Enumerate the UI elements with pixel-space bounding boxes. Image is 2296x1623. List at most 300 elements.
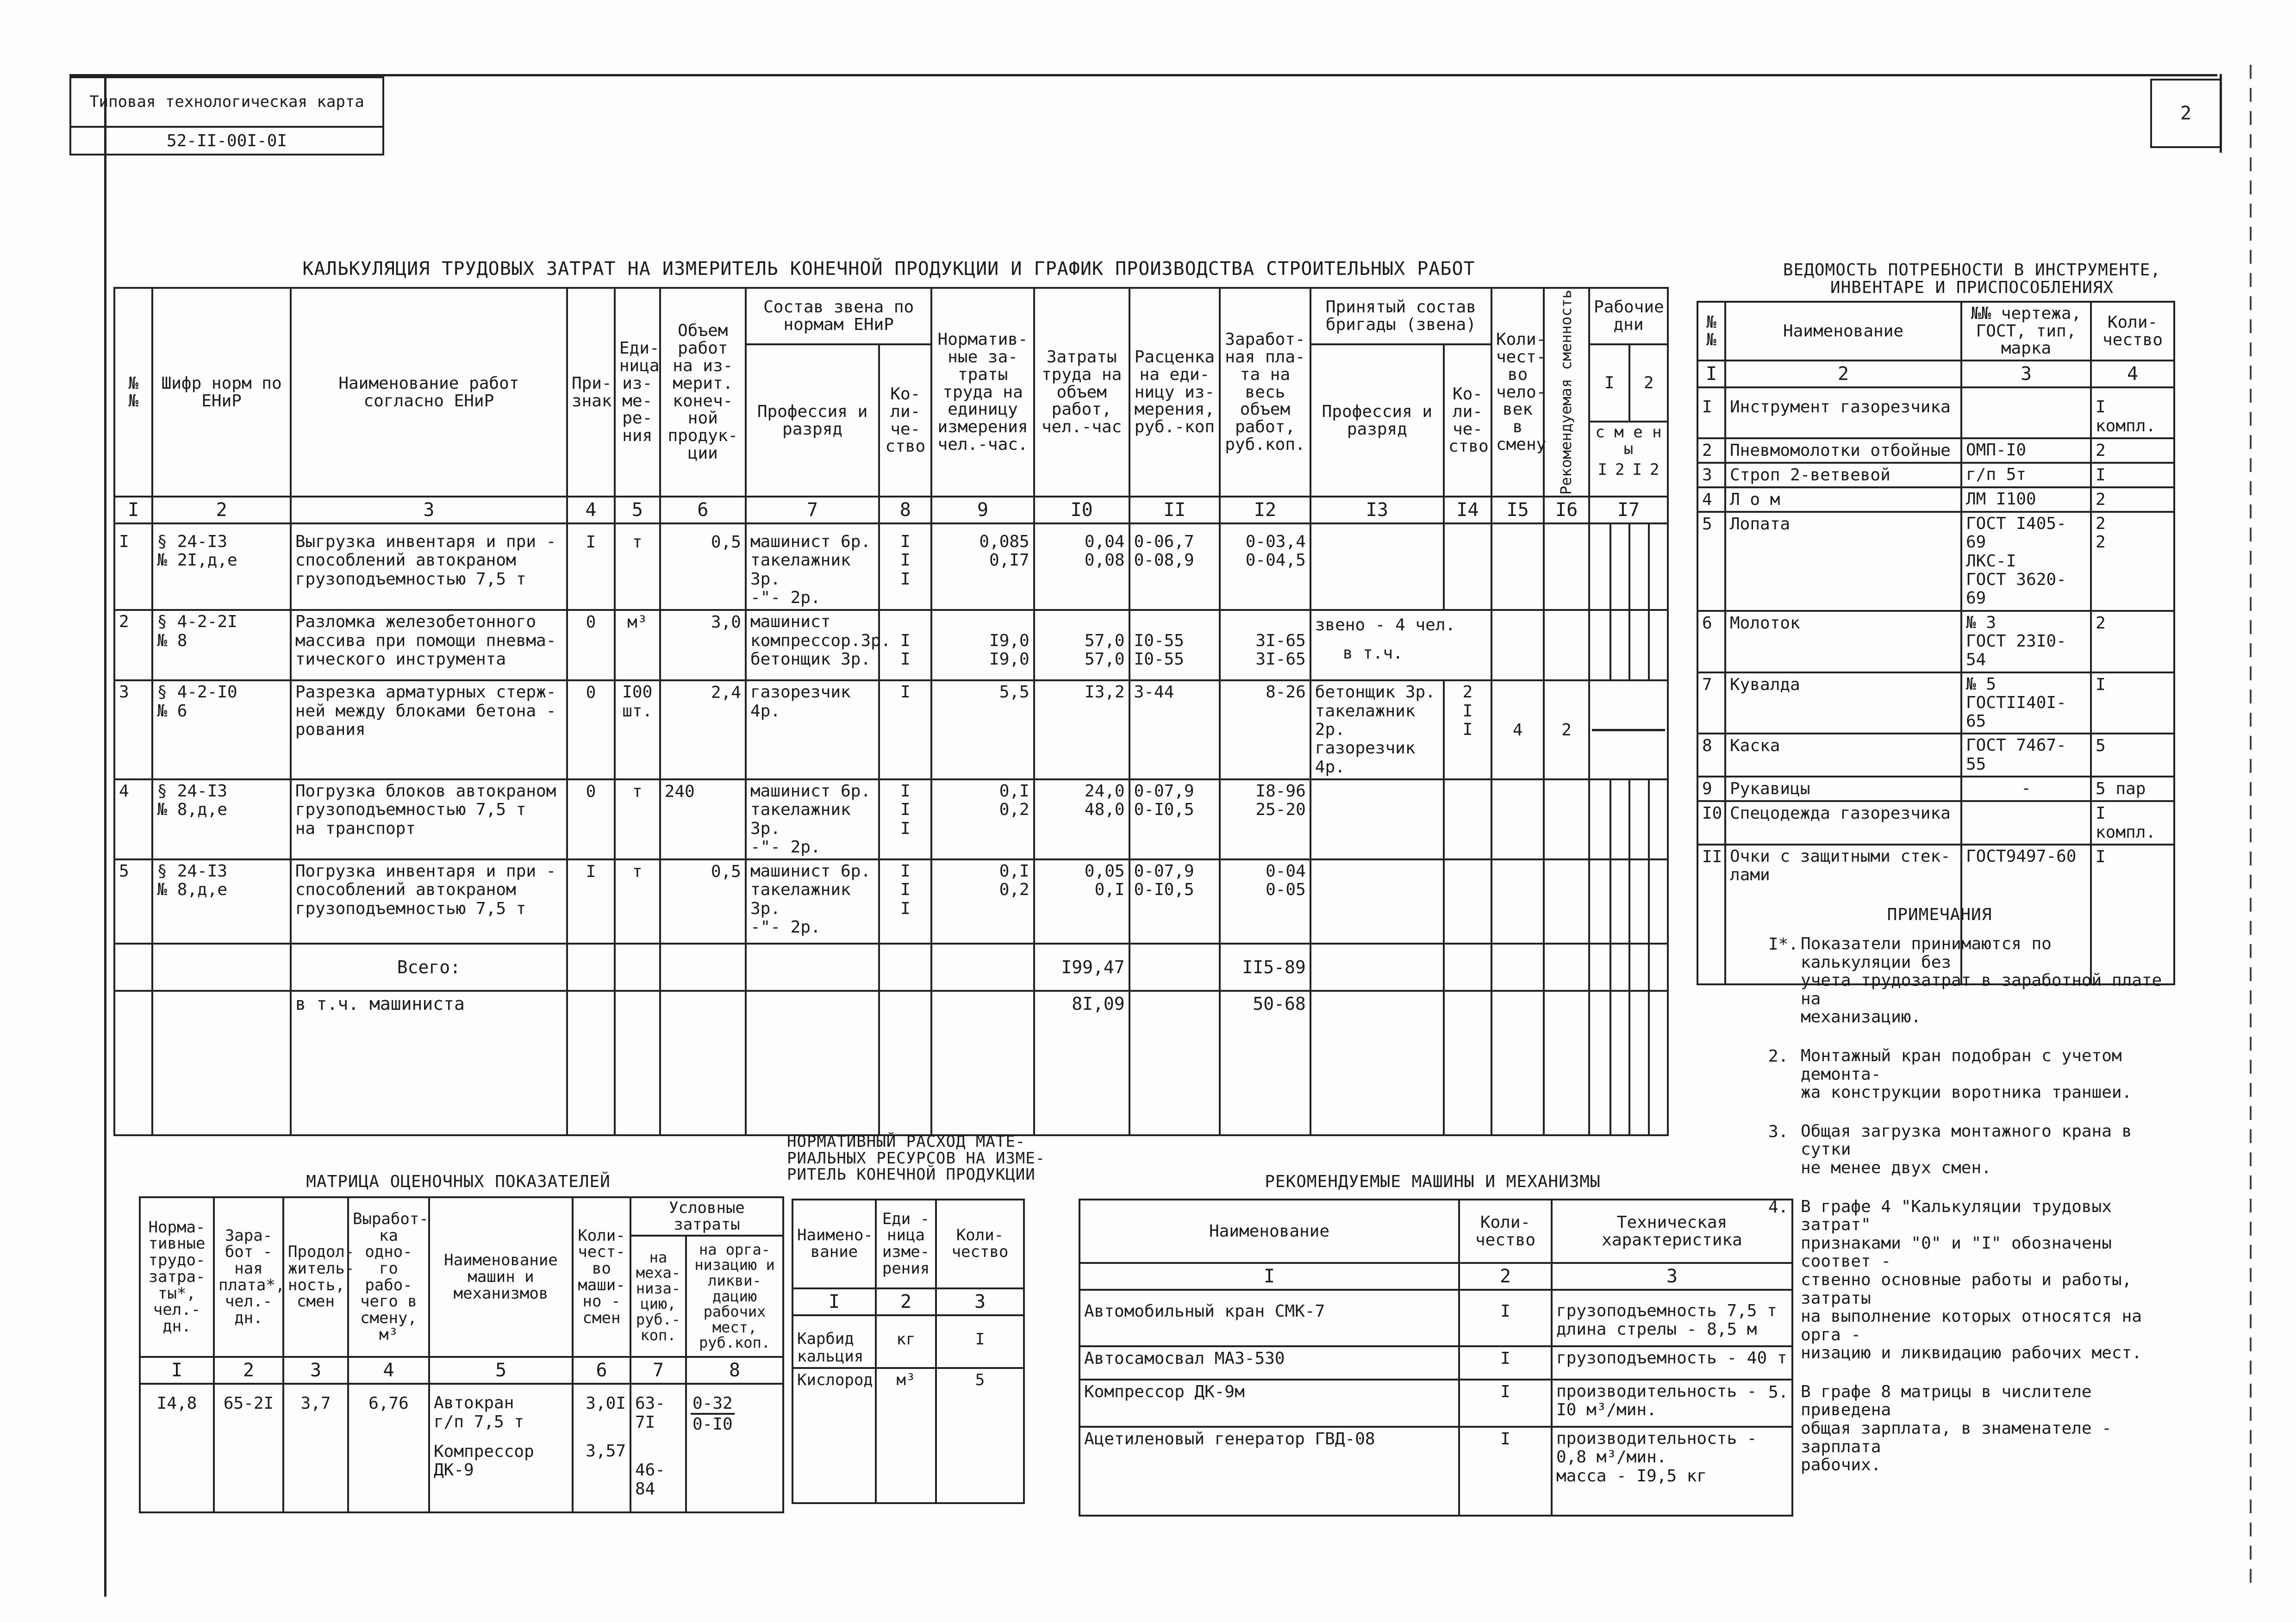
- tools-hdr-name: Наименование: [1725, 302, 1961, 361]
- total-empty: [1589, 944, 1610, 991]
- matrix-machine-1: Автокран г/п 7,5 т: [434, 1393, 524, 1431]
- machines-table: [1079, 1199, 1793, 1517]
- machines-hdr-name: Наименование: [1079, 1200, 1459, 1263]
- tool-name: Лопата: [1725, 512, 1961, 611]
- colnum-12: I2: [1220, 497, 1310, 523]
- tool-qty: 2: [2091, 611, 2174, 672]
- row-count: I I I: [879, 859, 931, 944]
- colnum-8: 8: [879, 497, 931, 523]
- incl-empty: [1129, 991, 1220, 1135]
- tool-name: Спецодежда газорезчика: [1725, 801, 1961, 845]
- tools-colnum-row: [1697, 361, 2174, 387]
- row-rate: 0-06,7 0-08,9: [1129, 523, 1220, 610]
- total-empty: [114, 944, 152, 991]
- row-day-cell: [1589, 610, 1610, 680]
- incl-empty: [1589, 991, 1610, 1135]
- list-item: [1079, 1290, 1792, 1346]
- colnum-9: 9: [931, 497, 1034, 523]
- list-item: [1079, 1346, 1792, 1380]
- row-sign: 0: [567, 680, 615, 779]
- crew-count: 2 I I: [1444, 680, 1491, 779]
- machine-name: Ацетиленовый генератор ГВД-08: [1079, 1427, 1459, 1516]
- crew-total: звено - 4 чел.: [1315, 616, 1456, 635]
- list-item: [1697, 387, 2174, 438]
- row-name: Выгрузка инвентаря и при - способлений автокраном грузоподъемностью 7,5 т: [291, 523, 567, 610]
- row-norm: 5,5: [931, 680, 1034, 779]
- matrix-shifts-cell: [573, 1384, 630, 1512]
- calculation-table: [113, 287, 1669, 1136]
- hdr-unit: Еди- ница из- ме- ре- ния: [615, 288, 660, 497]
- tools-title: ВЕДОМОСТЬ ПОТРЕБНОСТИ В ИНСТРУМЕНТЕ, ИНВЕНТАРЕ И ПРИСПОСОБЛЕНИЯХ: [1783, 261, 2161, 297]
- colnum-1: I: [114, 497, 152, 523]
- material-name: Карбид кальция: [792, 1315, 876, 1368]
- matrix-colnum: 3: [283, 1357, 348, 1384]
- list-item: [1697, 777, 2174, 801]
- total-empty: [1629, 944, 1648, 991]
- materials-colnum: 2: [876, 1288, 936, 1315]
- row-unit: I00 шт.: [615, 680, 660, 779]
- matrix-cost-cell: [630, 1384, 686, 1512]
- incl-empty: [1544, 991, 1589, 1135]
- total-empty: [660, 944, 746, 991]
- note-item: [1768, 1047, 2213, 1102]
- machine-spec: производительность - 0,8 м³/мин. масса - I9,5 кг: [1552, 1427, 1792, 1516]
- matrix-title: МАТРИЦА ОЦЕНОЧНЫХ ПОКАЗАТЕЛЕЙ: [306, 1172, 611, 1191]
- row-day-cell: [1610, 859, 1629, 944]
- crew-people: 4: [1491, 680, 1544, 779]
- total-empty: [152, 944, 291, 991]
- hdr-shift-3: I: [1632, 460, 1642, 479]
- material-unit: кг: [876, 1315, 936, 1368]
- machine-qty: I: [1459, 1380, 1552, 1427]
- machine-name: Автомобильный кран СМК-7: [1079, 1290, 1459, 1346]
- note-number: 3.: [1768, 1122, 1789, 1141]
- row-code: § 4-2-I0 № 6: [152, 680, 291, 779]
- note-item: [1768, 1122, 2213, 1177]
- matrix-hdr-7a: на меха- низа- цию, руб.- коп.: [630, 1236, 686, 1357]
- row-shifts-empty: [1544, 779, 1589, 859]
- incl-empty: [1444, 991, 1491, 1135]
- tool-qty: I компл.: [2091, 801, 2174, 845]
- row-people-empty: [1491, 610, 1544, 680]
- note-item: [1768, 1383, 2213, 1474]
- list-item: [1697, 672, 2174, 734]
- matrix-hdr-3: Продол- житель- ность, смен: [283, 1197, 348, 1357]
- tool-gost: ОМП-I0: [1961, 438, 2091, 463]
- tool-no: 4: [1697, 487, 1725, 512]
- material-name: Кислород: [792, 1368, 876, 1503]
- note-item: [1768, 935, 2213, 1026]
- right-frame-dashed-line: [2250, 65, 2252, 1592]
- tool-gost: [1961, 387, 2091, 438]
- incl-empty: [152, 991, 291, 1135]
- hdr-profession: Профессия и разряд: [746, 344, 879, 497]
- tools-hdr-gost: №№ чертежа, ГОСТ, тип, марка: [1961, 302, 2091, 361]
- page-number: 2: [2180, 103, 2192, 124]
- row-unit: м³: [615, 610, 660, 680]
- tool-gost: ГОСТ 7467-55: [1961, 734, 2091, 777]
- table-row: [114, 680, 1668, 779]
- matrix-org-numerator: 0-32: [691, 1394, 735, 1415]
- material-unit: м³: [876, 1368, 936, 1503]
- row-norm: I9,0 I9,0: [931, 610, 1034, 680]
- tool-name: Строп 2-ветвевой: [1725, 463, 1961, 487]
- list-item: [1697, 734, 2174, 777]
- note-text: В графе 8 матрицы в числителе приведена общая зарплата, в знаменателе - зарплата рабочих.: [1801, 1382, 2112, 1475]
- list-item: [1079, 1380, 1792, 1427]
- row-unit: т: [615, 859, 660, 944]
- tool-no: 6: [1697, 611, 1725, 672]
- row-day-cell: [1649, 859, 1668, 944]
- row-profession: газорезчик 4р.: [746, 680, 879, 779]
- tool-no: 7: [1697, 672, 1725, 734]
- list-item: [1697, 512, 2174, 611]
- row-day-cell: [1629, 859, 1648, 944]
- hdr-rate: Расценка на еди- ницу из- мерения, руб.-коп: [1129, 288, 1220, 497]
- row-rate: 0-07,9 0-I0,5: [1129, 859, 1220, 944]
- crew-shifts: 2: [1544, 680, 1589, 779]
- note-item: [1768, 1198, 2213, 1362]
- machine-qty: I: [1459, 1346, 1552, 1380]
- stamp-code: 52-II-00I-0I: [70, 127, 383, 155]
- row-profession: машинист 6р. такелажник 3р. -"- 2р.: [746, 779, 879, 859]
- tools-colnum: 2: [1725, 361, 1961, 387]
- matrix-cost-1: 63-7I: [635, 1394, 666, 1432]
- matrix-shifts-2: 3,57: [586, 1442, 626, 1461]
- machines-colnum: 2: [1459, 1263, 1552, 1290]
- row-unit: т: [615, 523, 660, 610]
- colnum-7: 7: [746, 497, 879, 523]
- list-item: [792, 1315, 1024, 1368]
- total-empty: [1544, 944, 1589, 991]
- incl-empty: [746, 991, 879, 1135]
- colnum-2: 2: [152, 497, 291, 523]
- colnum-17: I7: [1589, 497, 1668, 523]
- incl-empty: [1649, 991, 1668, 1135]
- row-code: § 24-I3 № 2I,д,е: [152, 523, 291, 610]
- colnum-6: 6: [660, 497, 746, 523]
- right-frame-line: [2220, 74, 2222, 153]
- row-crew-count-empty: [1444, 523, 1491, 610]
- machine-qty: I: [1459, 1290, 1552, 1346]
- row-crew-empty: [1310, 523, 1444, 610]
- colnum-14: I4: [1444, 497, 1491, 523]
- note-number: I*.: [1768, 935, 1799, 954]
- total-empty: [567, 944, 615, 991]
- tool-qty: 2: [2091, 438, 2174, 463]
- hdr-sign: При- знак: [567, 288, 615, 497]
- row-profession: машинист компрессор.3р. бетонщик 3р.: [746, 610, 879, 680]
- materials-hdr-name: Наимено- вание: [792, 1200, 876, 1288]
- tool-gost: -: [1961, 777, 2091, 801]
- tool-qty: 2: [2091, 487, 2174, 512]
- tool-name: Кувалда: [1725, 672, 1961, 734]
- list-item: [1697, 463, 2174, 487]
- notes-title: ПРИМЕЧАНИЯ: [1887, 905, 1992, 924]
- matrix-hdr-5: Наименование машин и механизмов: [429, 1197, 573, 1357]
- row-rate: 3-44: [1129, 680, 1220, 779]
- incl-empty: [567, 991, 615, 1135]
- hdr-code: Шифр норм по ЕНиР: [152, 288, 291, 497]
- row-labor: 0,05 0,I: [1034, 859, 1129, 944]
- table-row: [114, 610, 1668, 680]
- materials-title: НОРМАТИВНЫЙ РАСХОД МАТЕ- РИАЛЬНЫХ РЕСУРСОВ НА ИЗМЕ- РИТЕЛЬ КОНЕЧНОЙ ПРОДУКЦИИ: [787, 1132, 1046, 1184]
- machine-spec: производительность - I0 м³/мин.: [1552, 1380, 1792, 1427]
- hdr-smeny-cell: [1589, 422, 1668, 497]
- crew-summary-cell: [1310, 610, 1491, 680]
- note-number: 4.: [1768, 1197, 1789, 1217]
- row-name: Погрузка блоков автокраном грузоподъемностью 7,5 т на транспорт: [291, 779, 567, 859]
- tool-no: I0: [1697, 801, 1725, 845]
- tool-gost: ЛМ I100: [1961, 487, 2091, 512]
- machines-hdr-qty: Коли- чество: [1459, 1200, 1552, 1263]
- matrix-machines-cell: [429, 1384, 573, 1512]
- row-people-empty: [1491, 779, 1544, 859]
- total-empty: [1649, 944, 1668, 991]
- matrix-hdr-4: Выработ- ка одно- го рабо- чего в смену, м³: [348, 1197, 429, 1357]
- hdr-shift-2: 2: [1615, 460, 1625, 479]
- hdr-crew-norm: Состав звена по нормам ЕНиР: [746, 288, 931, 344]
- incl-empty: [1629, 991, 1648, 1135]
- tool-name: Инструмент газорезчика: [1725, 387, 1961, 438]
- incl-empty: [114, 991, 152, 1135]
- total-label: Всего:: [291, 944, 567, 991]
- tools-hdr-no: № №: [1697, 302, 1725, 361]
- total-empty: [615, 944, 660, 991]
- machine-name: Автосамосвал МАЗ-530: [1079, 1346, 1459, 1380]
- total-empty: [1310, 944, 1444, 991]
- row-crew-empty: [1310, 779, 1444, 859]
- tools-hdr-qty: Коли- чество: [2091, 302, 2174, 361]
- table-row: [114, 523, 1668, 610]
- row-sign: I: [567, 859, 615, 944]
- row-crew-count-empty: [1444, 779, 1491, 859]
- colnum-4: 4: [567, 497, 615, 523]
- row-sign: I: [567, 523, 615, 610]
- colnum-15: I5: [1491, 497, 1544, 523]
- row-norm: 0,085 0,I7: [931, 523, 1034, 610]
- row-labor: 0,04 0,08: [1034, 523, 1129, 610]
- tool-qty: 5: [2091, 734, 2174, 777]
- hdr-labor: Затраты труда на объем работ, чел.-час: [1034, 288, 1129, 497]
- schedule-bar: [1592, 729, 1665, 731]
- row-volume: 3,0: [660, 610, 746, 680]
- tools-colnum: 3: [1961, 361, 2091, 387]
- incl-wage: 50-68: [1220, 991, 1310, 1135]
- hdr-crew-profession: Профессия и разряд: [1310, 344, 1444, 497]
- row-volume: 0,5: [660, 859, 746, 944]
- hdr-name: Наименование работ согласно ЕНиР: [291, 288, 567, 497]
- title-stamp: [69, 76, 384, 155]
- row-count: I: [879, 680, 931, 779]
- matrix-colnum: 5: [429, 1357, 573, 1384]
- matrix-colnum: 6: [573, 1357, 630, 1384]
- row-day-cell: [1589, 523, 1610, 610]
- matrix-org-cell: [686, 1384, 783, 1512]
- row-crew-count-empty: [1444, 859, 1491, 944]
- row-rate: I0-55 I0-55: [1129, 610, 1220, 680]
- materials-colnum: 3: [936, 1288, 1024, 1315]
- left-frame-line: [104, 74, 106, 1597]
- hdr-shift-1: I: [1597, 460, 1607, 479]
- row-no: 4: [114, 779, 152, 859]
- material-qty: I: [936, 1315, 1024, 1368]
- row-day-cell: [1649, 779, 1668, 859]
- hdr-wage: Заработ- ная пла- та на весь объем работ, руб.коп.: [1220, 288, 1310, 497]
- row-people-empty: [1491, 859, 1544, 944]
- machines-title: РЕКОМЕНДУЕМЫЕ МАШИНЫ И МЕХАНИЗМЫ: [1265, 1172, 1601, 1191]
- matrix-wage: 65-2I: [214, 1384, 283, 1512]
- tool-name: Рукавицы: [1725, 777, 1961, 801]
- row-no: 3: [114, 680, 152, 779]
- hdr-shifts: [1544, 288, 1589, 497]
- list-item: [1697, 801, 2174, 845]
- hdr-smeny: с м е н ы: [1595, 423, 1662, 458]
- stamp-title: Типовая технологическая карта: [70, 77, 383, 127]
- total-wage: II5-89: [1220, 944, 1310, 991]
- row-name: Разрезка арматурных стерж- ней между блоками бетона - рования: [291, 680, 567, 779]
- table-row: [114, 779, 1668, 859]
- materials-table: [792, 1199, 1025, 1504]
- row-wage: 8-26: [1220, 680, 1310, 779]
- tool-name: Каска: [1725, 734, 1961, 777]
- row-volume: 240: [660, 779, 746, 859]
- incl-empty: [1310, 991, 1444, 1135]
- row-norm: 0,I 0,2: [931, 779, 1034, 859]
- tool-gost: [1961, 801, 2091, 845]
- tool-name: Пневмомолотки отбойные: [1725, 438, 1961, 463]
- machines-colnum-row: [1079, 1263, 1792, 1290]
- note-text: Монтажный кран подобран с учетом демонта- жа конструкции воротника траншеи.: [1801, 1046, 2132, 1102]
- matrix-colnum-row: [140, 1357, 783, 1384]
- row-people-empty: [1491, 523, 1544, 610]
- row-day-cell: [1589, 859, 1610, 944]
- row-profession: машинист 6р. такелажник 3р. -"- 2р.: [746, 523, 879, 610]
- main-table-title: КАЛЬКУЛЯЦИЯ ТРУДОВЫХ ЗАТРАТ НА ИЗМЕРИТЕЛЬ КОНЕЧНОЙ ПРОДУКЦИИ И ГРАФИК ПРОИЗВОДСТВА СТРОИТЕЛЬНЫХ РАБОТ: [302, 258, 1475, 280]
- note-text: В графе 4 "Калькуляции трудовых затрат" признаками "0" и "I" обозначены соответ - ственно основные работы и работы, затраты на выполнение которых относятся на орга - низацию и ликвидацию рабочих мест.: [1801, 1197, 2142, 1363]
- row-shifts-empty: [1544, 610, 1589, 680]
- incl-labor: 8I,09: [1034, 991, 1129, 1135]
- list-item: [1697, 438, 2174, 463]
- matrix-colnum: I: [140, 1357, 214, 1384]
- machine-qty: I: [1459, 1427, 1552, 1516]
- tool-qty: I компл.: [2091, 387, 2174, 438]
- row-sign: 0: [567, 610, 615, 680]
- matrix-hdr-1: Норма- тивные трудо- затра- ты*, чел.- дн.: [140, 1197, 214, 1357]
- incl-label: в т.ч. машиниста: [291, 991, 567, 1135]
- matrix-hdr-7b: на орга- низацию и ликви- дацию рабочих мест, руб.коп.: [686, 1236, 783, 1357]
- row-no: 2: [114, 610, 152, 680]
- total-empty: [1129, 944, 1220, 991]
- total-empty: [1444, 944, 1491, 991]
- matrix-colnum: 7: [630, 1357, 686, 1384]
- hdr-day-2: 2: [1629, 344, 1668, 422]
- hdr-norm: Норматив- ные за- траты труда на единицу измерения чел.-час.: [931, 288, 1034, 497]
- tool-qty: 2 2: [2091, 512, 2174, 611]
- tool-qty: I: [2091, 672, 2174, 734]
- matrix-colnum: 8: [686, 1357, 783, 1384]
- hdr-crew-count: Ко- ли- че- ство: [1444, 344, 1491, 497]
- colnum-3: 3: [291, 497, 567, 523]
- row-profession: машинист 6р. такелажник 3р. -"- 2р.: [746, 859, 879, 944]
- note-number: 5.: [1768, 1382, 1789, 1402]
- total-labor: I99,47: [1034, 944, 1129, 991]
- matrix-colnum: 2: [214, 1357, 283, 1384]
- hdr-crew-accepted: Принятый состав бригады (звена): [1310, 288, 1491, 344]
- hdr-day-1: I: [1589, 344, 1629, 422]
- row-code: § 24-I3 № 8,д,е: [152, 779, 291, 859]
- column-number-row: [114, 497, 1668, 523]
- row-day-cell: [1610, 523, 1629, 610]
- incl-empty: [1610, 991, 1629, 1135]
- total-empty: [1491, 944, 1544, 991]
- note-text: Показатели принимаются по калькуляции без учета трудозатрат в заработной плате на механизацию.: [1801, 934, 2162, 1027]
- row-count: I I: [879, 610, 931, 680]
- incl-empty: [615, 991, 660, 1135]
- tool-gost: № 3 ГОСТ 23I0-54: [1961, 611, 2091, 672]
- matrix-values-row: [140, 1384, 783, 1512]
- matrix-machine-2: Компрессор ДК-9: [434, 1442, 534, 1480]
- colnum-11: II: [1129, 497, 1220, 523]
- material-qty: 5: [936, 1368, 1024, 1503]
- tool-gost: № 5 ГОСТII40I-65: [1961, 672, 2091, 734]
- incl-row: [114, 991, 1668, 1135]
- materials-hdr-unit: Еди - ница изме- рения: [876, 1200, 936, 1288]
- row-wage: 3I-65 3I-65: [1220, 610, 1310, 680]
- matrix-shifts-1: 3,0I: [586, 1394, 626, 1413]
- list-item: [1697, 611, 2174, 672]
- colnum-5: 5: [615, 497, 660, 523]
- total-empty: [879, 944, 931, 991]
- matrix-output: 6,76: [348, 1384, 429, 1512]
- row-norm: 0,I 0,2: [931, 859, 1034, 944]
- notes-list: [1768, 935, 2213, 1495]
- tools-colnum: I: [1697, 361, 1725, 387]
- row-labor: 57,0 57,0: [1034, 610, 1129, 680]
- row-rate: 0-07,9 0-I0,5: [1129, 779, 1220, 859]
- row-day-cell: [1610, 779, 1629, 859]
- tool-no: II: [1697, 845, 1725, 984]
- matrix-duration: 3,7: [283, 1384, 348, 1512]
- tool-name: Молоток: [1725, 611, 1961, 672]
- tool-no: 3: [1697, 463, 1725, 487]
- row-wage: 0-03,4 0-04,5: [1220, 523, 1310, 610]
- colnum-10: I0: [1034, 497, 1129, 523]
- tool-qty: I: [2091, 845, 2174, 984]
- matrix-hdr-6: Коли- чест- во маши- но - смен: [573, 1197, 630, 1357]
- incl-empty: [879, 991, 931, 1135]
- tool-name: Л о м: [1725, 487, 1961, 512]
- row-day-cell: [1629, 523, 1648, 610]
- list-item: [1697, 487, 2174, 512]
- materials-colnum-row: [792, 1288, 1024, 1315]
- row-unit: т: [615, 779, 660, 859]
- crew-profession: бетонщик 3р. такелажник 2р. газорезчик 4р.: [1310, 680, 1444, 779]
- materials-colnum: I: [792, 1288, 876, 1315]
- tool-gost: г/п 5т: [1961, 463, 2091, 487]
- row-labor: I3,2: [1034, 680, 1129, 779]
- tool-qty: 5 пар: [2091, 777, 2174, 801]
- colnum-13: I3: [1310, 497, 1444, 523]
- note-number: 2.: [1768, 1046, 1789, 1066]
- total-empty: [931, 944, 1034, 991]
- row-no: I: [114, 523, 152, 610]
- hdr-no: № №: [114, 288, 152, 497]
- tools-colnum: 4: [2091, 361, 2174, 387]
- tool-gost: ГОСТ I405-69 ЛКС-I ГОСТ 3620-69: [1961, 512, 2091, 611]
- page-number-box: [2150, 79, 2220, 148]
- tool-gost: ГОСТ9497-60: [1961, 845, 2091, 984]
